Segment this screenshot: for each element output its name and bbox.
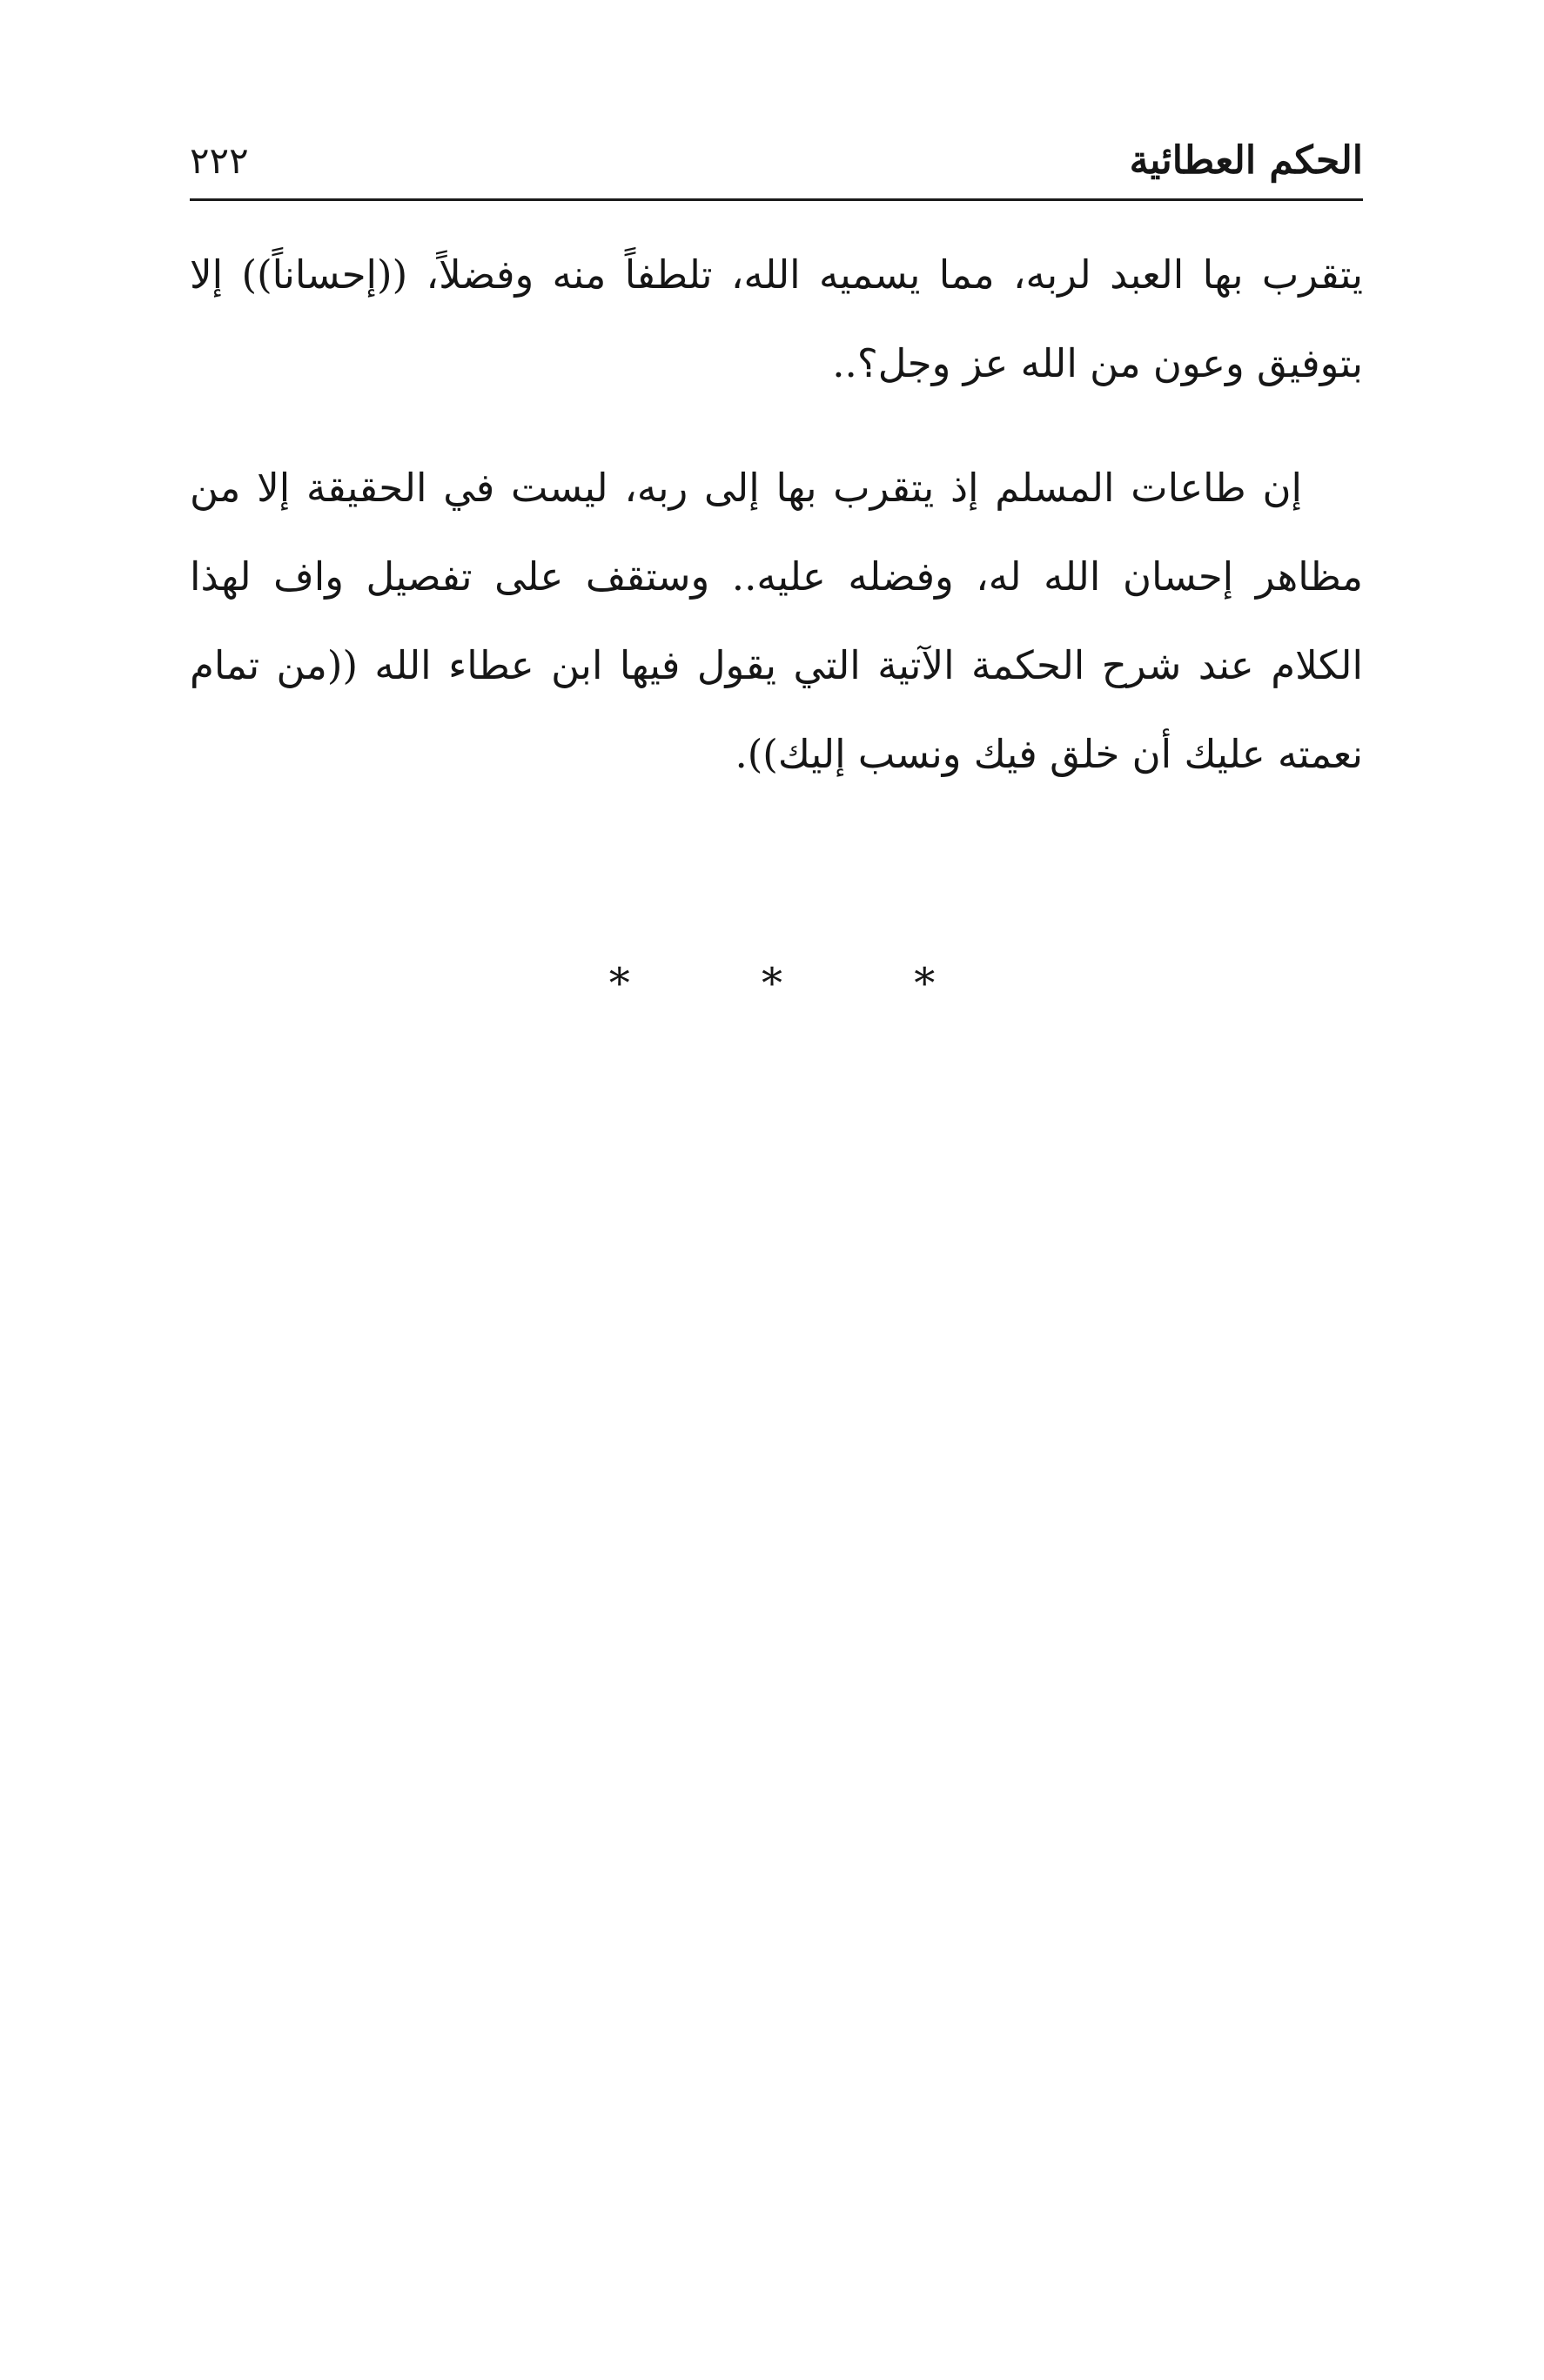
header-rule	[190, 198, 1363, 201]
running-title: الحكم العطائية	[1129, 138, 1363, 183]
paragraph-1: يتقرب بها العبد لربه، مما يسميه الله، تلطفاً منه وفضلاً، ((إحساناً)) إلا بتوفيق وعون من الله عز وجل؟..	[190, 251, 1363, 386]
separator-star-3: *	[608, 959, 630, 1008]
section-separator	[0, 949, 1544, 1018]
paragraph-2: إن طاعات المسلم إذ يتقرب بها إلى ربه، ليست في الحقيقة إلا من مظاهر إحسان الله له، وفضله عليه.. وستقف على تفصيل واف لهذا الكلام عند شرح الحكمة الآتية التي يقول فيها ابن عطاء الله ((من تمام نعمته عليك أن خلق فيك ونسب إليك)).	[190, 465, 1363, 777]
page-header	[190, 131, 1363, 191]
separator-star-1: *	[914, 959, 936, 1008]
separator-star-2: *	[762, 959, 782, 1008]
page-number: ٢٢٢	[190, 139, 249, 182]
